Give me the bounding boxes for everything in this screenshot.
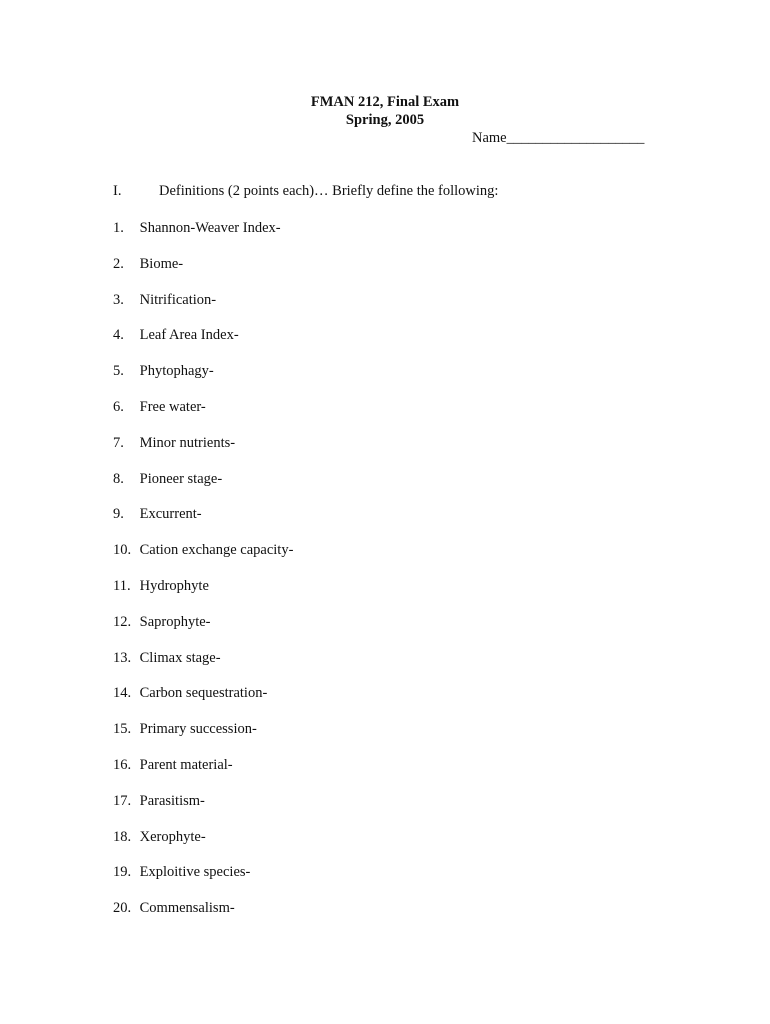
definition-item	[113, 577, 293, 613]
exam-title: FMAN 212, Final Exam	[310, 94, 460, 110]
definition-number: 4.	[113, 327, 124, 344]
definition-term: Saprophyte-	[139, 613, 211, 630]
section-numeral: I.	[113, 183, 122, 199]
definition-item	[113, 291, 293, 327]
definition-number: 8.	[113, 470, 124, 487]
definitions-list	[113, 219, 293, 935]
definition-item	[113, 649, 293, 685]
definition-term: Phytophagy-	[139, 363, 214, 380]
definition-number: 6.	[113, 398, 124, 415]
definition-item	[113, 255, 293, 291]
definition-term: Parasitism-	[139, 792, 205, 809]
definition-item	[113, 828, 293, 864]
definition-item	[113, 541, 293, 577]
definition-item	[113, 434, 293, 470]
definition-term: Biome-	[139, 255, 184, 272]
definition-number: 3.	[113, 291, 124, 308]
definition-term: Carbon sequestration-	[139, 685, 268, 702]
definition-item	[113, 505, 293, 541]
definition-item	[113, 362, 293, 398]
definition-number: 17.	[113, 792, 132, 809]
definition-item	[113, 792, 293, 828]
definition-term: Free water-	[139, 398, 206, 415]
definition-number: 14.	[113, 685, 132, 702]
definition-item	[113, 899, 293, 935]
definition-term: Cation exchange capacity-	[139, 542, 294, 559]
definition-term: Exploitive species-	[139, 864, 251, 881]
definition-term: Shannon-Weaver Index-	[139, 220, 281, 236]
definition-number: 1.	[113, 220, 124, 236]
definition-number: 13.	[113, 649, 132, 666]
definition-item	[113, 756, 293, 792]
definition-term: Xerophyte-	[139, 828, 206, 845]
definition-term: Nitrification-	[139, 291, 217, 308]
exam-term: Spring, 2005	[345, 112, 425, 128]
section-instructions: Definitions (2 points each)… Briefly define the following:	[159, 183, 499, 199]
definition-term: Excurrent-	[139, 506, 202, 523]
section-heading	[113, 183, 498, 200]
definition-number: 18.	[113, 828, 132, 845]
definition-term: Parent material-	[139, 756, 233, 773]
exam-header	[0, 93, 770, 129]
definition-item	[113, 720, 293, 756]
definition-term: Hydrophyte	[139, 577, 209, 594]
definition-number: 12.	[113, 613, 132, 630]
definition-term: Commensalism-	[139, 900, 235, 917]
definition-number: 10.	[113, 542, 132, 559]
definition-number: 20.	[113, 900, 132, 917]
definition-term: Minor nutrients-	[139, 434, 236, 451]
definition-term: Primary succession-	[139, 721, 257, 738]
name-field-label: Name___________________	[472, 130, 645, 146]
definition-number: 11.	[113, 577, 131, 594]
definition-item	[113, 398, 293, 434]
definition-item	[113, 470, 293, 506]
definition-number: 9.	[113, 506, 124, 523]
definition-number: 16.	[113, 756, 132, 773]
definition-term: Climax stage-	[139, 649, 221, 666]
definition-number: 19.	[113, 864, 132, 881]
definition-number: 5.	[113, 363, 124, 380]
definition-item	[113, 326, 293, 362]
definition-item	[113, 613, 293, 649]
definition-number: 2.	[113, 255, 124, 272]
definition-term: Leaf Area Index-	[139, 327, 239, 344]
definition-item	[113, 219, 293, 255]
definition-term: Pioneer stage-	[139, 470, 223, 487]
definition-item	[113, 863, 293, 899]
definition-number: 15.	[113, 721, 132, 738]
definition-item	[113, 684, 293, 720]
definition-number: 7.	[113, 434, 124, 451]
